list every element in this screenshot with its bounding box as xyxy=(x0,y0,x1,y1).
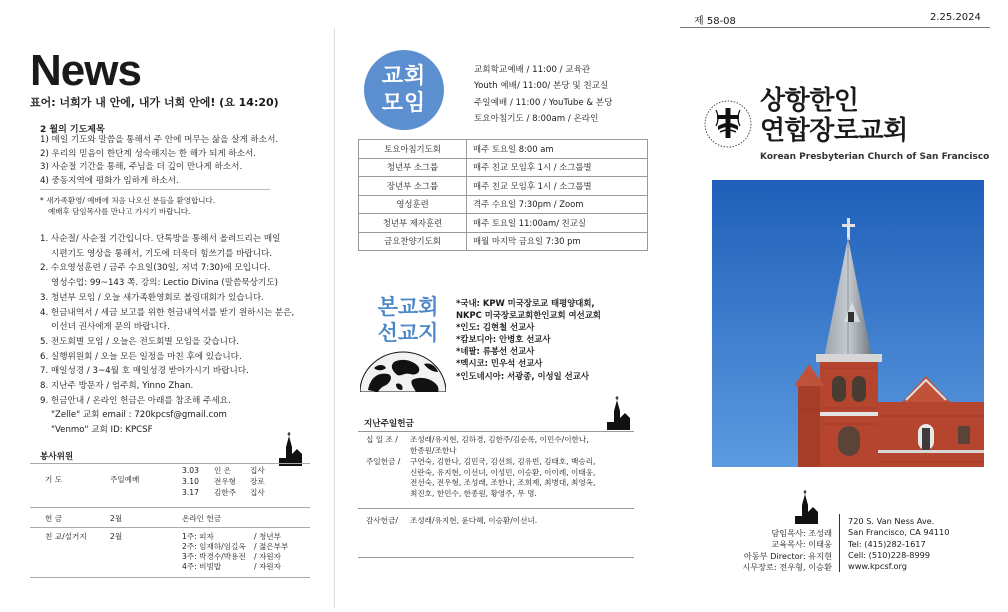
announcement-line: 4. 헌금내역서 / 세금 보고를 위한 헌금내역서를 받기 원하시는 분은, xyxy=(40,307,295,318)
table-row xyxy=(359,158,648,177)
divider xyxy=(839,514,840,572)
meeting-name: 청년부 소그룹 xyxy=(359,158,467,177)
header-rule xyxy=(680,27,990,28)
fellowship-duty-label: 친 교/설거지 xyxy=(45,532,87,541)
presbyterian-logo-icon xyxy=(702,98,754,150)
gathering-badge-line: 교회 xyxy=(381,64,427,89)
announcement-line: 2. 수요영성훈련 / 금주 수요일(30일, 저녁 7:30)에 모입니다. xyxy=(40,263,271,274)
meeting-time: 매주 친교 모임후 1시 / 소그룹별 xyxy=(467,158,648,177)
fellowship-group: / 자원자 xyxy=(254,552,281,561)
address-line: San Francisco, CA 94110 xyxy=(848,527,950,538)
column-separator xyxy=(334,28,335,608)
gathering-badge xyxy=(364,50,444,130)
worship-line: 교회학교예배 / 11:00 / 교육관 xyxy=(474,65,591,75)
mission-item: *네팔: 류봉선 선교사 xyxy=(456,346,535,357)
mission-item: NKPC 미국장로교회한인교회 여선교회 xyxy=(456,310,601,321)
announcement-line: 6. 실행위원회 / 오늘 모든 일정을 마친 후에 있습니다. xyxy=(40,351,242,362)
meeting-name: 금요찬양기도회 xyxy=(359,232,467,251)
meeting-name: 장년부 소그룹 xyxy=(359,177,467,196)
prayer-item: 1) 매일 기도와 말씀을 통해서 주 안에 머무는 삶을 살게 하소서. xyxy=(40,135,279,145)
announcement-line: "Zelle" 교회 email : 720kpcsf@gmail.com xyxy=(51,410,227,421)
tithe-label: 십 일 조 / xyxy=(366,435,398,444)
mission-item: *인도네시아: 서광종, 이성일 선교사 xyxy=(456,370,589,381)
staff-line: 아동부 Director: 유지현 xyxy=(743,550,832,561)
globe-icon xyxy=(360,350,446,392)
volunteers-title: 봉사위원 xyxy=(40,452,74,462)
announcement-list xyxy=(40,232,302,438)
sunday-names-line: 최진호, 한민수, 한종원, 황영주, 무 명. xyxy=(410,488,537,498)
prayer-list xyxy=(40,134,290,188)
sunday-names-line: 전선숙, 전우형, 조성래, 조한나, 조희제, 최병대, 최영옥, xyxy=(410,478,596,487)
issue-date: 2.25.2024 xyxy=(930,12,981,23)
meeting-time: 매주 토요일 11:00am/ 친교실 xyxy=(467,214,648,233)
tithe-names-line: 한종원/조한나 xyxy=(410,445,457,455)
table-row xyxy=(359,232,648,251)
fellowship-group: / 청년부 xyxy=(254,532,281,541)
address-line: 720 S. Van Ness Ave. xyxy=(848,516,935,526)
meeting-name: 토요아침기도회 xyxy=(359,140,467,159)
welcome-note xyxy=(40,196,290,217)
announcement-line: 5. 전도회별 모임 / 오늘은 전도회별 모임을 갖습니다. xyxy=(40,336,239,347)
staff-line: 교육목사: 이태웅 xyxy=(771,539,832,550)
announcement-line: "Venmo" 교회 ID: KPCSF xyxy=(51,425,153,436)
offerings-title: 지난주일헌금 xyxy=(364,419,414,429)
table-row xyxy=(359,214,648,233)
mission-item: *캄보디아: 안병호 선교사 xyxy=(456,334,551,345)
announcement-line: 3. 청년부 모임 / 오늘 새가족환영회로 볼링대회가 있습니다. xyxy=(40,292,264,303)
announcement-line: 9. 헌금안내 / 온라인 헌금은 아래를 참조해 주세요. xyxy=(40,395,231,406)
church-english-name: Korean Presbyterian Church of San Francisco xyxy=(760,152,990,162)
prayer-duty-name: 김한주 xyxy=(214,488,237,497)
divider xyxy=(30,577,310,578)
prayer-duty-date: 3.10 xyxy=(182,477,199,486)
fellowship-week: 4주: 비빔밥 xyxy=(182,562,222,571)
address-line: Cell: (510)228-8999 xyxy=(848,549,931,560)
prayer-item: 2) 우리의 믿음이 한단계 성숙해지는 한 해가 되게 하소서. xyxy=(40,148,257,159)
gathering-badge-line: 모임 xyxy=(381,91,427,116)
welcome-line: 예배후 담임목사를 만나고 가시기 바랍니다. xyxy=(48,206,191,216)
motto: 표어: 너희가 내 안에, 내가 너희 안에! (요 14:20) xyxy=(30,96,279,109)
church-photo xyxy=(712,180,984,467)
prayer-title: 2 월의 기도제목 xyxy=(40,125,105,135)
mission-item: *멕시코: 민우석 선교사 xyxy=(456,358,543,369)
prayer-item: 4) 중동지역에 평화가 임하게 하소서. xyxy=(40,175,179,186)
divider xyxy=(30,527,310,528)
fellowship-week: 2주: 임재하/임길옥 xyxy=(182,542,246,551)
divider xyxy=(358,508,634,509)
news-title: News xyxy=(30,46,141,95)
sunday-offering-names xyxy=(410,457,595,499)
fellowship-duty-month: 2월 xyxy=(110,532,123,541)
announcement-line: 영성수업: 99~143 쪽. 강의: Lectio Divina (말씀묵상기도) xyxy=(51,278,278,289)
table-row xyxy=(359,140,648,159)
meeting-time: 격주 수요일 7:30pm / Zoom xyxy=(467,195,648,214)
thanks-offering-names: 조성래/유지현, 윤다혜, 이승환/이선녀. xyxy=(410,516,538,525)
offering-duty-month: 2월 xyxy=(110,514,123,523)
worship-line: 토요아침기도 / 8:00am / 온라인 xyxy=(474,113,599,124)
divider xyxy=(40,189,270,190)
announcement-line: 1. 사순절/ 사순절 기간입니다. 단톡방을 통해서 올려드리는 매일 xyxy=(40,234,281,244)
prayer-duty-name: 인 은 xyxy=(214,466,232,475)
issue-number: 제 58-08 xyxy=(694,16,736,27)
church-name-line: 상항한인 xyxy=(760,86,859,116)
prayer-duty-role: 집사 xyxy=(250,466,265,475)
welcome-line: * 새가족환영/ 예배에 처음 나오신 분들을 환영합니다. xyxy=(40,196,216,205)
church-name xyxy=(760,86,908,146)
church-name-line: 연합장로교회 xyxy=(760,116,908,146)
prayer-item: 3) 사순절 기간을 통해, 주님을 더 깊이 만나게 하소서. xyxy=(40,162,243,172)
divider xyxy=(358,431,634,432)
website-link[interactable]: www.kpcsf.org xyxy=(848,561,907,572)
announcement-line: 이선녀 권사에게 문의 바랍니다. xyxy=(51,322,170,333)
worship-line: 주일예배 / 11:00 / YouTube & 본당 xyxy=(474,97,613,108)
meeting-time: 매월 마지막 금요일 7:30 pm xyxy=(467,232,648,251)
meeting-name: 영성훈련 xyxy=(359,195,467,214)
divider xyxy=(30,463,310,464)
meeting-name: 청년부 제자훈련 xyxy=(359,214,467,233)
church-address xyxy=(848,516,949,572)
missions-list xyxy=(456,297,676,382)
missions-title-line: 본교회 xyxy=(377,295,439,319)
offering-duty-label: 헌 금 xyxy=(45,514,63,523)
staff-line: 담임목사: 조성래 xyxy=(771,528,832,538)
church-steeple-icon xyxy=(276,432,302,466)
prayer-duty-service: 주일예배 xyxy=(110,475,140,484)
fellowship-week: 1주: 피자 xyxy=(182,532,214,541)
worship-line: Youth 예배/ 11:00/ 본당 및 친교실 xyxy=(474,81,609,92)
missions-title-line: 선교지 xyxy=(377,321,439,345)
table-row xyxy=(359,177,648,196)
prayer-duty-label: 기 도 xyxy=(45,475,63,484)
mission-item: *국내: KPW 미국장로교 태평양대회, xyxy=(456,298,595,308)
fellowship-week: 3주: 박경수/박용전 xyxy=(182,552,246,561)
announcement-line: 시편기도 영상을 통해서, 기도에 더욱더 힘쓰기를 바랍니다. xyxy=(51,248,273,259)
tithe-names xyxy=(410,435,589,456)
staff-line: 시무장로: 전우형, 이승환 xyxy=(742,561,832,572)
worship-times xyxy=(474,62,674,127)
sunday-names-line: 구연숙, 김한나, 김민국, 김선희, 김유빈, 김태호, 백승리, xyxy=(410,457,596,466)
thanks-offering-label: 감사헌금/ xyxy=(366,516,398,525)
meeting-schedule-table xyxy=(358,139,648,251)
offering-duty-value: 온라인 헌금 xyxy=(182,514,222,523)
meeting-time: 매주 토요일 8:00 am xyxy=(467,140,648,159)
missions-title xyxy=(374,294,442,346)
prayer-duty-date: 3.03 xyxy=(182,466,199,475)
sunday-offering-label: 주일헌금 / xyxy=(366,457,401,466)
staff-list xyxy=(700,528,832,573)
divider xyxy=(358,557,634,558)
prayer-duty-date: 3.17 xyxy=(182,488,199,497)
prayer-duty-name: 전우형 xyxy=(214,477,237,486)
sunday-names-line: 신란숙, 유지현, 이선녀, 이성민, 이승환, 이이례, 이태웅, xyxy=(410,467,596,477)
announcement-line: 8. 지난주 방문자 / 엄주희, Yinno Zhan. xyxy=(40,381,194,392)
table-row xyxy=(359,195,648,214)
address-line: Tel: (415)282-1617 xyxy=(848,538,926,549)
fellowship-group: / 젊은부부 xyxy=(254,542,289,551)
fellowship-group: / 자원자 xyxy=(254,562,281,571)
prayer-duty-role: 장로 xyxy=(250,477,265,486)
meeting-time: 매주 친교 모임후 1시 / 소그룹별 xyxy=(467,177,648,196)
church-steeple-icon xyxy=(604,396,630,430)
divider xyxy=(30,507,310,508)
tithe-names-line: 조성래/유지현, 김하경, 김한주/김순록, 이민수/이한나, xyxy=(410,435,589,444)
church-steeple-icon xyxy=(792,490,818,524)
mission-item: *인도: 김현철 선교사 xyxy=(456,322,535,333)
announcement-line: 7. 매일성경 / 3~4월 호 매일성경 받아가시기 바랍니다. xyxy=(40,366,249,377)
prayer-duty-role: 집사 xyxy=(250,488,265,497)
